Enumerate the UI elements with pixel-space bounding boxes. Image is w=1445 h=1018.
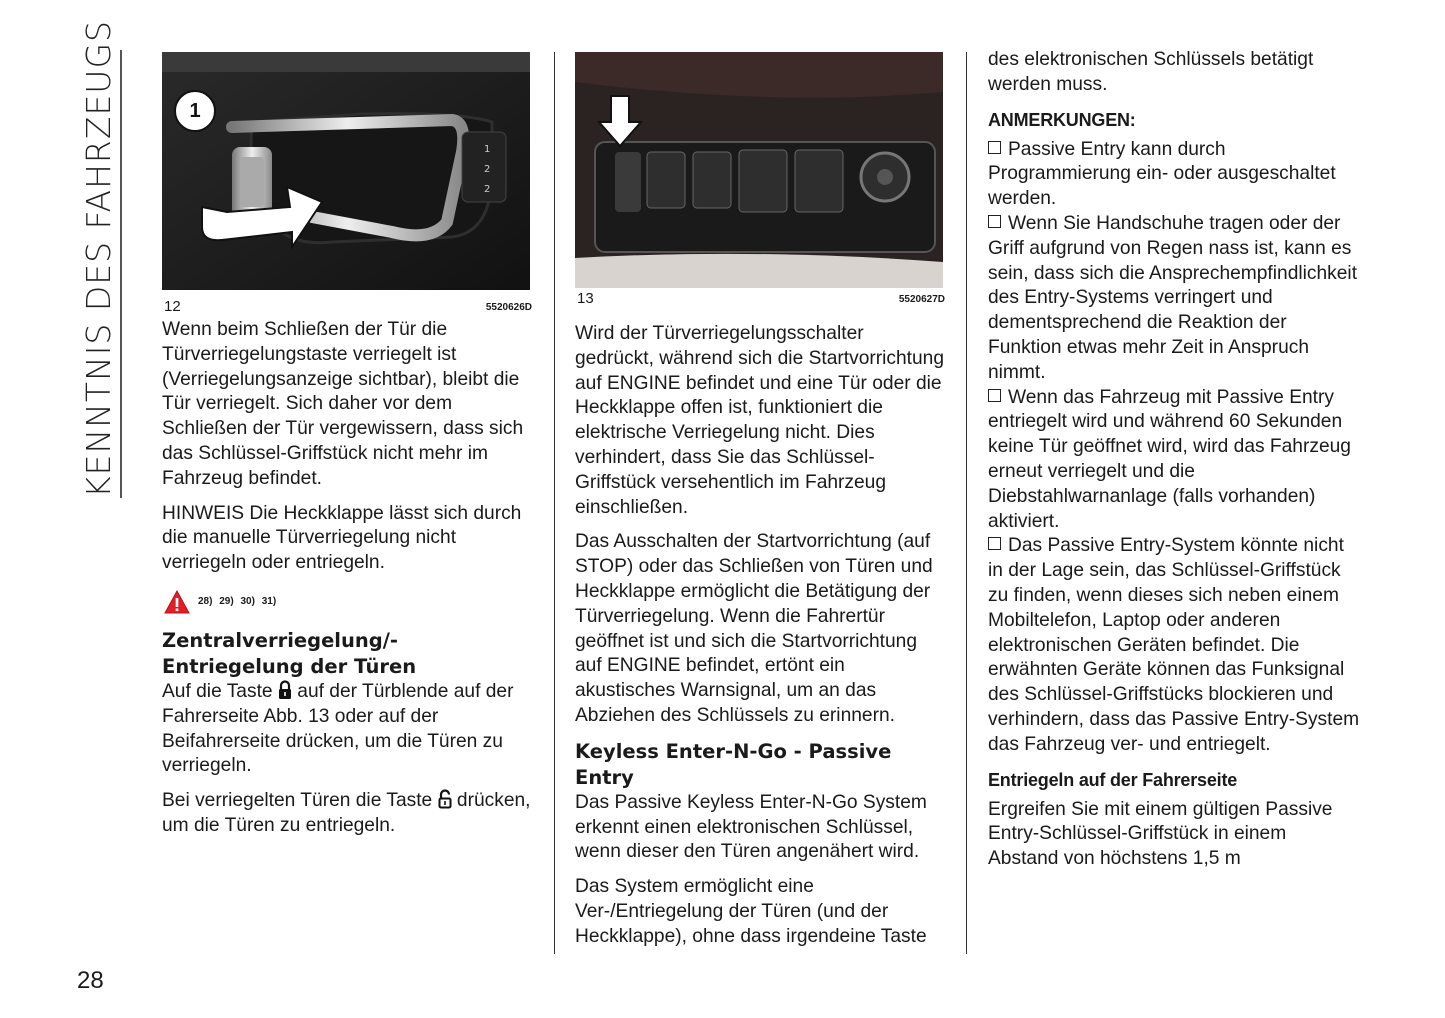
checkbox-bullet-icon	[988, 215, 1001, 228]
note-text: Passive Entry kann durch Programmierung ein- oder ausgeschaltet werden.	[988, 138, 1336, 210]
figure-code: 5520626D	[485, 302, 532, 313]
checkbox-bullet-icon	[988, 537, 1001, 550]
paragraph-end: auf der Türblende auf der Fahrerseite Abb. 13 oder auf der Beifahrerseite drücken, um die Türen zu verriegeln.	[162, 680, 514, 777]
paragraph: Wenn beim Schließen der Tür die Türverriegelungstaste verriegelt ist (Verriegelungsanzeige sichtbar), bleibt die Tür verriegelt. Sich daher vor dem Schließen der Tür vergewissern, dass sich das Schlüssel-Griffstück nicht mehr im Fahrzeug befindet.	[162, 319, 524, 489]
svg-text:2: 2	[484, 184, 491, 195]
column-2	[575, 52, 947, 960]
paragraph: Das Passive Keyless Enter-N-Go System erkennt einen elektronischen Schlüssel, wenn dieser den Türen angenähert wird.	[575, 791, 927, 863]
paragraph: Das Ausschalten der Startvorrichtung (auf STOP) oder das Schließen von Türen und Heckklappe ermöglicht die Betätigung der Türverriegelung. Wenn die Fahrertür geöffnet ist und sich die Startvorrichtung auf ENGINE befindet, ertönt ein akustisches Warnsignal, um an das Abziehen des Schlüssels zu erinnern.	[575, 531, 933, 726]
note-text: Wenn Sie Handschuhe tragen oder der Griff aufgrund von Regen nass ist, kann es sein, dass sich die Ansprechempfindlichkeit des Entry-Systems verringert und dementsprechend die Reaktion der Funktion etwas mehr Zeit in Anspruch nimmt.	[988, 212, 1358, 383]
column-divider	[966, 52, 967, 954]
paragraph: des elektronischen Schlüssels betätigt werden muss.	[988, 49, 1314, 95]
figure-number: 13	[577, 290, 594, 307]
paragraph: Wird der Türverriegelungsschalter gedrückt, während sich die Startvorrichtung auf ENGINE befindet und eine Tür oder die Heckklappe offen ist, funktioniert die elektrische Verriegelung nicht. Dies verhindert, dass Sie das Schlüssel-Griffstück versehentlich im Fahrzeug einschließen.	[575, 323, 945, 518]
column-1	[162, 52, 534, 849]
column-3	[988, 48, 1360, 882]
paragraph: Das System ermöglicht eine Ver-/Entriegelung der Türen (und der Heckklappe), ohne dass irgendeine Taste	[575, 876, 927, 947]
note-text: Wenn das Fahrzeug mit Passive Entry entriegelt wird und während 60 Sekunden keine Tür geöffnet wird, wird das Fahrzeug erneut verriegelt und die Diebstahlwarnanlage (falls vorhanden) aktiviert.	[988, 386, 1351, 532]
warning-triangle-icon	[164, 590, 190, 614]
column-divider	[554, 52, 555, 954]
lock-icon	[278, 680, 292, 700]
warning-references: 28) 29) 30) 31)	[198, 596, 277, 608]
figure-12-caption	[162, 296, 534, 324]
paragraph: Ergreifen Sie mit einem gültigen Passive Entry-Schlüssel-Griffstück in einem Abstand von höchstens 1,5 m	[988, 798, 1333, 870]
heading-keyless: Keyless Enter-N-Go - Passive Entry	[575, 739, 892, 789]
note-text: Das Passive Entry-System könnte nicht in der Lage sein, das Schlüssel-Griffstück zu finden, wenn dieses sich neben einem Mobiltelefon, Laptop oder anderen elektronischen Geräten befindet. Die erwähnten Geräte können das Funksignal des Schlüssel-Griffstücks blockieren und verhindern, dass das Passive Entry-System das Fahrzeug ver- und entriegelt.	[988, 535, 1360, 755]
note-item	[988, 138, 1360, 212]
warning-row	[164, 590, 534, 614]
notes-heading: ANMERKUNGEN:	[988, 109, 1136, 130]
note-item	[988, 386, 1360, 535]
figure-12-image	[162, 52, 530, 296]
figure-13-caption	[575, 288, 947, 316]
heading-central-locking: Zentralverriegelung/-Entriegelung der Türen	[162, 628, 417, 678]
callout-1: 1	[174, 90, 216, 132]
svg-text:1: 1	[484, 144, 491, 155]
figure-number: 12	[164, 298, 181, 315]
note-item	[988, 534, 1360, 757]
paragraph	[162, 789, 534, 839]
unlock-icon	[438, 789, 452, 809]
note-item	[988, 212, 1360, 386]
checkbox-bullet-icon	[988, 389, 1001, 402]
subheading-driver-side: Entriegeln auf der Fahrerseite	[988, 769, 1238, 790]
figure-13-image	[575, 52, 943, 288]
paragraph-end: drücken, um die Türen zu entriegeln.	[162, 790, 531, 836]
paragraph-start: Bei verriegelten Türen die Taste	[162, 790, 433, 812]
svg-text:2: 2	[484, 164, 491, 175]
section-title: KENNTNIS DES FAHRZEUGS	[79, 20, 118, 498]
paragraph: HINWEIS Die Heckklappe lässt sich durch die manuelle Türverriegelung nicht verriegeln oder entriegeln.	[162, 502, 522, 574]
window-switch-panel-illustration	[575, 52, 943, 288]
paragraph	[162, 680, 534, 779]
section-title-bar	[76, 20, 122, 498]
checkbox-bullet-icon	[988, 141, 1001, 154]
door-handle-illustration	[162, 52, 530, 296]
paragraph-start: Auf die Taste	[162, 680, 273, 702]
page-number: 28	[77, 967, 104, 994]
figure-code: 5520627D	[898, 294, 945, 305]
